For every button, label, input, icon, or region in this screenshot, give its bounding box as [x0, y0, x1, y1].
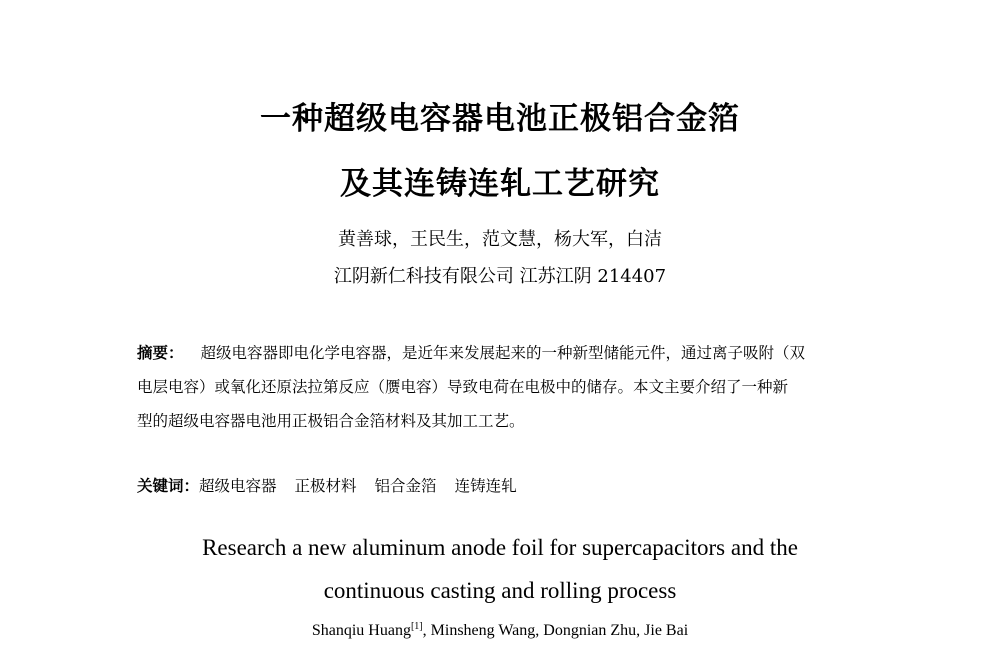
chinese-affiliation: 江阴新仁科技有限公司 江苏江阴 214407: [333, 266, 667, 287]
chinese-title-line-2: 及其连铸连轧工艺研究: [340, 166, 660, 202]
affiliation-mark: [1]: [410, 621, 423, 632]
english-other-authors: , Minsheng Wang, Dongnian Zhu, Jie Bai: [422, 622, 689, 639]
english-title-line-2: continuous casting and rolling process: [323, 578, 677, 603]
english-title-line-1: Research a new aluminum anode foil for supercapacitors and the: [202, 535, 798, 560]
abstract-line-3: 型的超级电容器电池用正极铝合金箔材料及其加工工艺。: [137, 412, 525, 430]
abstract-text-1: 超级电容器即电化学电容器，是近年来发展起来的一种新型储能元件，通过离子吸附（双: [200, 344, 805, 362]
abstract-block: [137, 336, 877, 438]
keyword-item: 连铸连轧: [454, 477, 517, 495]
abstract-line-2: 电层电容）或氧化还原法拉第反应（赝电容）导致电荷在电极中的储存。本文主要介绍了一种新: [137, 378, 789, 396]
keyword-item: 超级电容器: [199, 477, 277, 495]
keywords-block: [137, 469, 877, 503]
keyword-item: 正极材料: [294, 477, 357, 495]
english-authors: [0, 621, 1000, 640]
keyword-item: 铝合金箔: [374, 477, 437, 495]
chinese-authors: 黄善球，王民生，范文慧，杨大军，白洁: [338, 229, 662, 250]
chinese-title-line-1: 一种超级电容器电池正极铝合金箔: [260, 101, 740, 137]
abstract-label: 摘要：: [137, 344, 184, 362]
keywords-label: 关键词：: [137, 477, 200, 495]
abstract-line-1: [137, 336, 877, 370]
english-first-author: Shanqiu Huang: [311, 622, 411, 639]
